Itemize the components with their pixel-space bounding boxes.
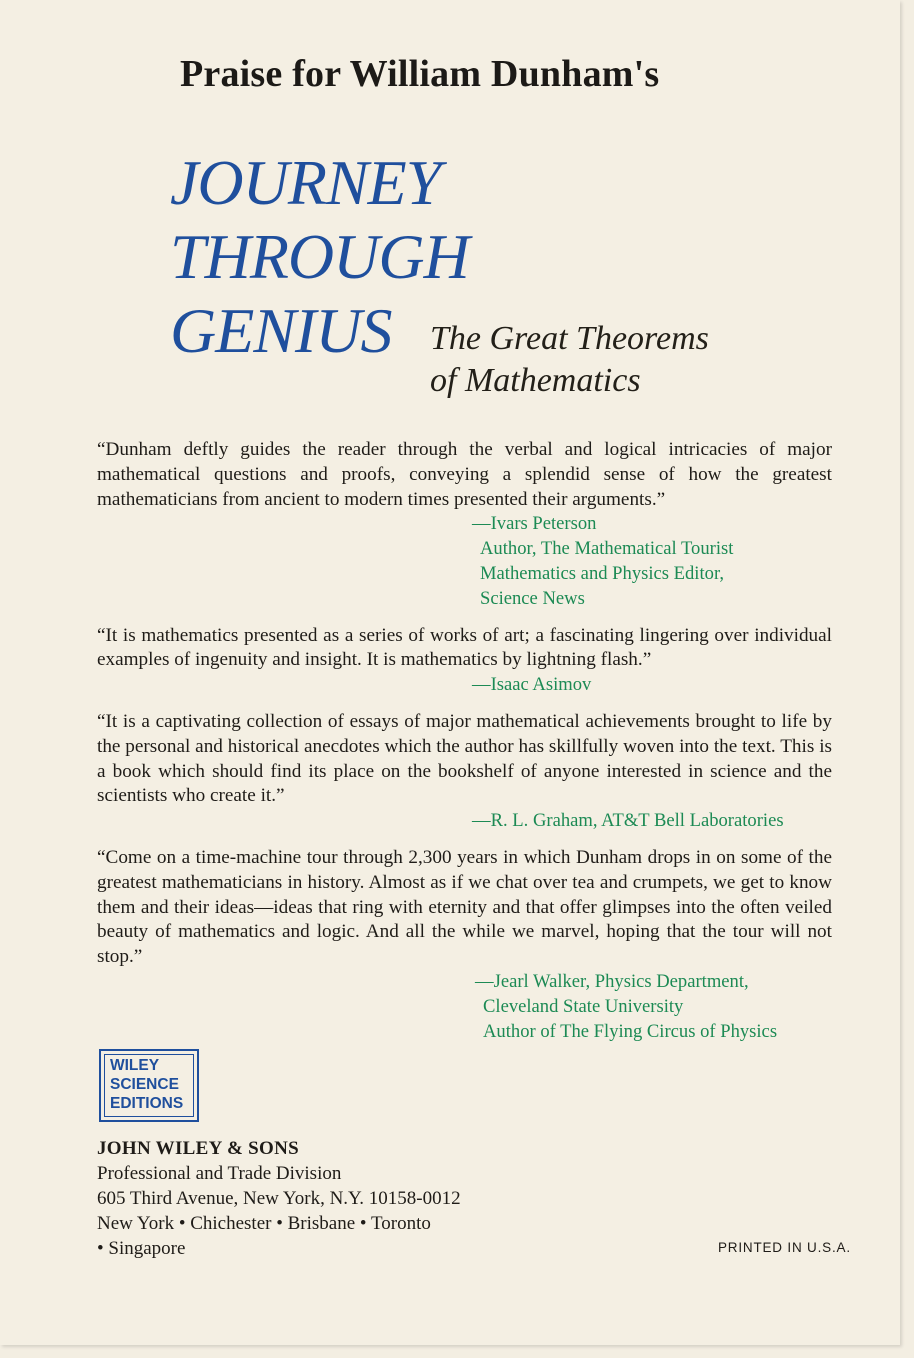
attribution-line: —Jearl Walker, Physics Department,	[475, 970, 749, 992]
wiley-science-editions-logo	[99, 1049, 199, 1122]
title-line-1: JOURNEY	[170, 147, 441, 218]
quote-attribution	[97, 512, 832, 611]
publisher-name: JOHN WILEY & SONS	[97, 1138, 300, 1159]
quote-attribution	[97, 970, 832, 1044]
publisher-cities: New York • Chichester • Brisbane • Toronto	[97, 1213, 431, 1234]
attribution-line: Science News	[480, 587, 585, 609]
quote-asimov	[97, 624, 832, 698]
quote-text: “It is a captivating collection of essays of major mathematical achievements brought to life by the personal and historical anecdotes which the author has skillfully woven into the text. This is a book which should find its place on the bookshelf of anyone interested in science and the scientists who create it.”	[97, 710, 832, 807]
subtitle-line-1: The Great Theorems	[430, 320, 709, 357]
praise-heading: Praise for William Dunham's	[180, 53, 660, 95]
book-subtitle	[430, 318, 709, 402]
quote-text: “Dunham deftly guides the reader through the verbal and logical intricacies of major mathematical questions and proofs, conveying a splendid sense of how the greatest mathematicians from ancient to modern times presented their arguments.”	[97, 439, 832, 510]
title-line-3: GENIUS	[170, 295, 392, 366]
attribution-line: —Isaac Asimov	[472, 674, 592, 696]
logo-line: WILEY	[110, 1057, 160, 1074]
attribution-line: Author, The Mathematical Tourist	[480, 538, 734, 560]
quote-attribution	[97, 673, 832, 698]
attribution-line: Author of The Flying Circus of Physics	[483, 1020, 778, 1042]
quote-text: “It is mathematics presented as a series of works of art; a fascinating lingering over individual examples of ingenuity and insight. It is mathematics by lightning flash.”	[97, 624, 832, 671]
publisher-info	[97, 1136, 461, 1261]
attribution-line: —R. L. Graham, AT&T Bell Laboratories	[472, 810, 784, 832]
subtitle-line-2: of Mathematics	[430, 362, 641, 399]
quote-text: “Come on a time-machine tour through 2,300 years in which Dunham drops in on some of the greatest mathematicians in history. Almost as if we chat over tea and crumpets, we get to know them and their ideas—ideas that ring with eternity and that offer glimpses into the often veiled beauty of mathematics and logic. And all the while we marvel, hoping that the tour will not stop.”	[97, 846, 832, 968]
quotes-section	[97, 438, 832, 1056]
quote-peterson	[97, 438, 832, 612]
attribution-line: —Ivars Peterson	[472, 513, 597, 535]
attribution-line: Cleveland State University	[483, 995, 684, 1017]
quote-graham	[97, 710, 832, 834]
book-title	[170, 146, 469, 368]
title-line-2: THROUGH	[170, 221, 469, 292]
logo-line: EDITIONS	[110, 1095, 184, 1112]
quote-walker	[97, 846, 832, 1044]
logo-inner-frame	[104, 1054, 194, 1117]
publisher-address: 605 Third Avenue, New York, N.Y. 10158-0012	[97, 1188, 461, 1209]
attribution-line: Mathematics and Physics Editor,	[480, 562, 725, 584]
publisher-cities: • Singapore	[97, 1238, 186, 1259]
quote-attribution	[97, 809, 832, 834]
publisher-division: Professional and Trade Division	[97, 1163, 342, 1184]
logo-line: SCIENCE	[110, 1076, 179, 1093]
printed-in-label: PRINTED IN U.S.A.	[718, 1240, 851, 1255]
